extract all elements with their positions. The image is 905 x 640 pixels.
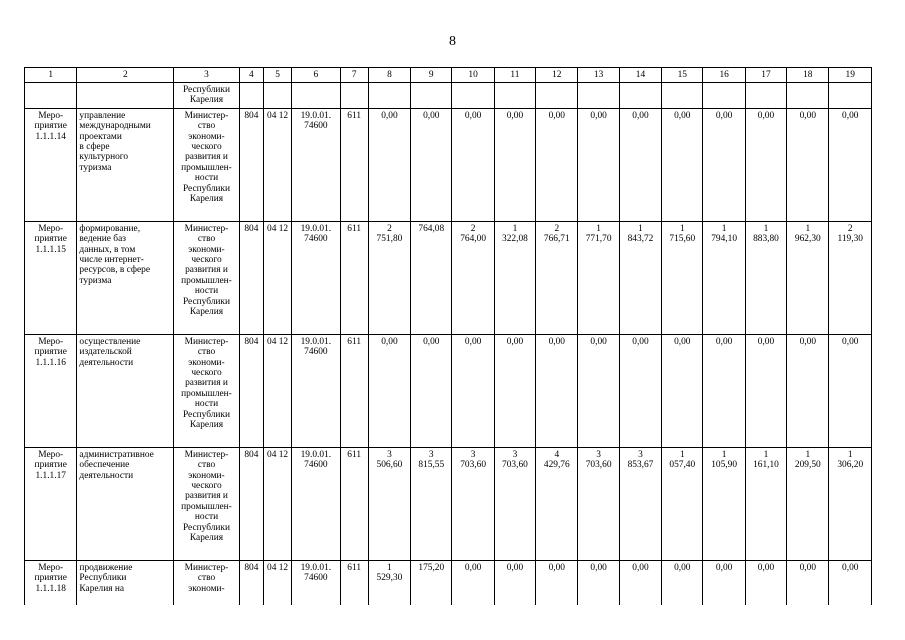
column-header: 4 — [239, 68, 263, 83]
funding-value: 0,00 — [536, 334, 578, 447]
column-header: 15 — [662, 68, 703, 83]
expense-type-code: 611 — [340, 221, 368, 334]
grbs-code: 804 — [239, 447, 263, 560]
funding-value: 0,00 — [368, 334, 410, 447]
empty-cell — [340, 83, 368, 109]
expense-type-code: 611 — [340, 447, 368, 560]
funding-value: 0,00 — [662, 108, 703, 221]
funding-value: 0,00 — [578, 560, 619, 605]
funding-value: 0,00 — [494, 560, 535, 605]
funding-value: 1 529,30 — [368, 560, 410, 605]
funding-value: 1 105,90 — [703, 447, 745, 560]
empty-cell — [77, 83, 174, 109]
grbs-code: 804 — [239, 334, 263, 447]
target-article-code: 19.0.01. 74600 — [292, 221, 340, 334]
column-header: 6 — [292, 68, 340, 83]
table-row — [25, 334, 872, 447]
expense-type-code: 611 — [340, 334, 368, 447]
activity-name: формирование, ведение баз данных, в том числе интернет- ресурсов, в сфере туризма — [77, 221, 174, 334]
funding-value: 1 962,30 — [787, 221, 829, 334]
funding-value: 1 306,20 — [829, 447, 872, 560]
funding-value: 0,00 — [829, 334, 872, 447]
target-article-code: 19.0.01. 74600 — [292, 334, 340, 447]
funding-value: 0,00 — [787, 108, 829, 221]
funding-value: 0,00 — [452, 560, 494, 605]
expense-type-code: 611 — [340, 560, 368, 605]
empty-cell — [703, 83, 745, 109]
funding-value: 0,00 — [787, 334, 829, 447]
column-header: 13 — [578, 68, 619, 83]
funding-value: 0,00 — [536, 108, 578, 221]
funding-value: 1 771,70 — [578, 221, 619, 334]
funding-value: 0,00 — [745, 108, 786, 221]
table-row — [25, 221, 872, 334]
funding-value: 0,00 — [745, 560, 786, 605]
column-header: 8 — [368, 68, 410, 83]
funding-value: 764,08 — [411, 221, 452, 334]
activity-name: управление международными проектами в сфере культурного туризма — [77, 108, 174, 221]
funding-value: 1 161,10 — [745, 447, 786, 560]
column-header: 19 — [829, 68, 872, 83]
column-header: 17 — [745, 68, 786, 83]
funding-value: 2 751,80 — [368, 221, 410, 334]
funding-value: 1 209,50 — [787, 447, 829, 560]
empty-cell — [239, 83, 263, 109]
funding-value: 2 119,30 — [829, 221, 872, 334]
funding-value: 3 506,60 — [368, 447, 410, 560]
empty-cell — [411, 83, 452, 109]
section-code: 04 12 — [263, 560, 291, 605]
funding-value: 0,00 — [536, 560, 578, 605]
empty-cell — [745, 83, 786, 109]
funding-value: 0,00 — [452, 108, 494, 221]
empty-cell — [292, 83, 340, 109]
empty-cell — [368, 83, 410, 109]
funding-value: 0,00 — [368, 108, 410, 221]
section-code: 04 12 — [263, 447, 291, 560]
funding-value: 1 843,72 — [619, 221, 661, 334]
activity-id: Меро- приятие 1.1.1.17 — [25, 447, 77, 560]
funding-value: 0,00 — [829, 560, 872, 605]
empty-cell — [536, 83, 578, 109]
responsible-executor: Министер- ство экономи- — [174, 560, 240, 605]
empty-cell — [578, 83, 619, 109]
responsible-executor: Республики Карелия — [174, 83, 240, 109]
funding-value: 0,00 — [494, 334, 535, 447]
funding-value: 0,00 — [411, 108, 452, 221]
funding-value: 0,00 — [703, 560, 745, 605]
column-header: 12 — [536, 68, 578, 83]
funding-value: 3 853,67 — [619, 447, 661, 560]
column-header: 5 — [263, 68, 291, 83]
responsible-executor: Министер- ство экономи- ческого развития и промышлен- ности Республики Карелия — [174, 221, 240, 334]
grbs-code: 804 — [239, 221, 263, 334]
activity-name: административное обеспечение деятельности — [77, 447, 174, 560]
responsible-executor: Министер- ство экономи- ческого развития и промышлен- ности Республики Карелия — [174, 447, 240, 560]
target-article-code: 19.0.01. 74600 — [292, 560, 340, 605]
funding-value: 0,00 — [494, 108, 535, 221]
funding-value: 3 703,60 — [578, 447, 619, 560]
funding-value: 0,00 — [703, 334, 745, 447]
funding-value: 2 764,00 — [452, 221, 494, 334]
table-row — [25, 447, 872, 560]
grbs-code: 804 — [239, 108, 263, 221]
funding-value: 0,00 — [619, 108, 661, 221]
target-article-code: 19.0.01. 74600 — [292, 108, 340, 221]
funding-value: 1 883,80 — [745, 221, 786, 334]
responsible-executor: Министер- ство экономи- ческого развития и промышлен- ности Республики Карелия — [174, 108, 240, 221]
activity-id: Меро- приятие 1.1.1.16 — [25, 334, 77, 447]
header-row — [25, 68, 872, 83]
funding-value: 1 322,08 — [494, 221, 535, 334]
empty-cell — [263, 83, 291, 109]
funding-value: 0,00 — [619, 560, 661, 605]
table-row — [25, 560, 872, 605]
expense-type-code: 611 — [340, 108, 368, 221]
activity-name: продвижение Республики Карелия на — [77, 560, 174, 605]
activity-name: осуществление издательской деятельности — [77, 334, 174, 447]
funding-value: 0,00 — [411, 334, 452, 447]
activity-id: Меро- приятие 1.1.1.18 — [25, 560, 77, 605]
column-header: 2 — [77, 68, 174, 83]
funding-value: 3 703,60 — [494, 447, 535, 560]
funding-value: 175,20 — [411, 560, 452, 605]
column-header: 16 — [703, 68, 745, 83]
empty-cell — [494, 83, 535, 109]
funding-value: 1 794,10 — [703, 221, 745, 334]
funding-value: 3 815,55 — [411, 447, 452, 560]
column-header: 10 — [452, 68, 494, 83]
funding-value: 1 057,40 — [662, 447, 703, 560]
funding-value: 0,00 — [787, 560, 829, 605]
section-code: 04 12 — [263, 108, 291, 221]
empty-cell — [787, 83, 829, 109]
funding-value: 0,00 — [829, 108, 872, 221]
activity-id: Меро- приятие 1.1.1.15 — [25, 221, 77, 334]
funding-value: 3 703,60 — [452, 447, 494, 560]
funding-value: 0,00 — [578, 108, 619, 221]
column-header: 1 — [25, 68, 77, 83]
table-row — [25, 108, 872, 221]
column-header: 11 — [494, 68, 535, 83]
page-number: 8 — [449, 34, 456, 49]
continuation-row — [25, 83, 872, 109]
funding-value: 0,00 — [703, 108, 745, 221]
funding-value: 0,00 — [578, 334, 619, 447]
empty-cell — [25, 83, 77, 109]
empty-cell — [452, 83, 494, 109]
funding-value: 0,00 — [452, 334, 494, 447]
funding-value: 2 766,71 — [536, 221, 578, 334]
section-code: 04 12 — [263, 334, 291, 447]
funding-value: 0,00 — [745, 334, 786, 447]
section-code: 04 12 — [263, 221, 291, 334]
funding-value: 4 429,76 — [536, 447, 578, 560]
empty-cell — [662, 83, 703, 109]
column-header: 9 — [411, 68, 452, 83]
activity-id: Меро- приятие 1.1.1.14 — [25, 108, 77, 221]
column-header: 7 — [340, 68, 368, 83]
grbs-code: 804 — [239, 560, 263, 605]
budget-table — [24, 67, 872, 605]
column-header: 14 — [619, 68, 661, 83]
column-header: 18 — [787, 68, 829, 83]
empty-cell — [619, 83, 661, 109]
empty-cell — [829, 83, 872, 109]
funding-value: 0,00 — [662, 334, 703, 447]
target-article-code: 19.0.01. 74600 — [292, 447, 340, 560]
funding-value: 0,00 — [662, 560, 703, 605]
funding-value: 1 715,60 — [662, 221, 703, 334]
funding-value: 0,00 — [619, 334, 661, 447]
responsible-executor: Министер- ство экономи- ческого развития и промышлен- ности Республики Карелия — [174, 334, 240, 447]
column-header: 3 — [174, 68, 240, 83]
